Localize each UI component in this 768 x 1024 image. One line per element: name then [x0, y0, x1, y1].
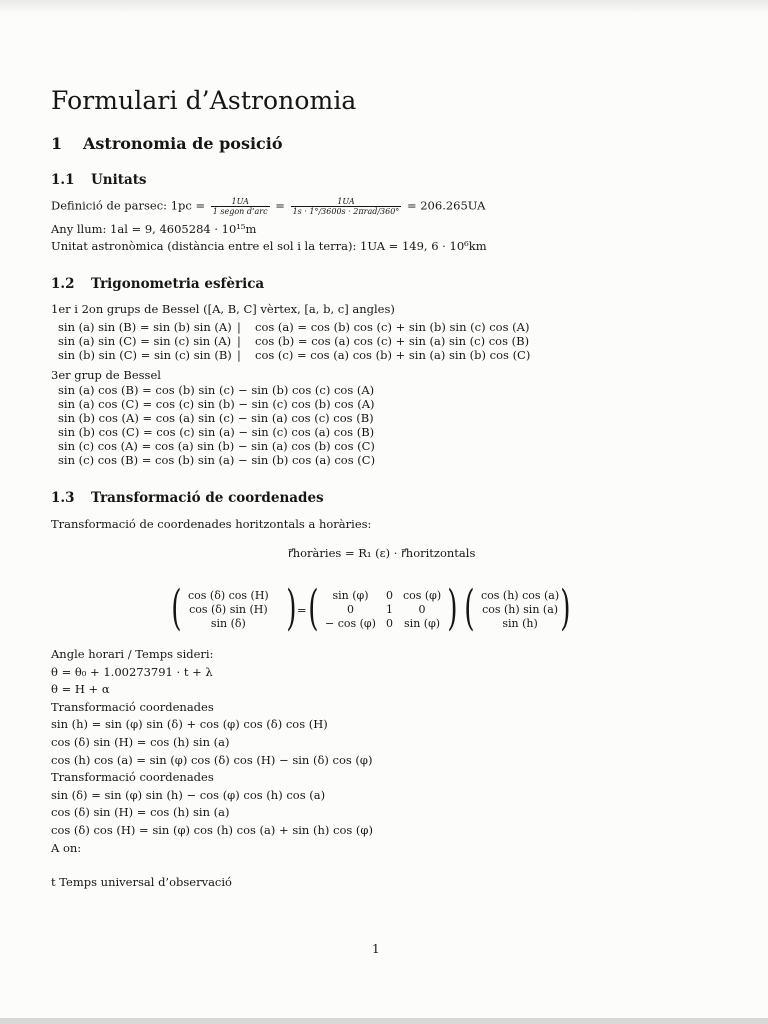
- vector-horary: [183, 589, 274, 631]
- equation-line: cos (c) = cos (a) cos (b) + sin (a) sin (b) cos (C): [255, 348, 531, 362]
- equation-line: sin (b) cos (A) = cos (a) sin (c) − sin (a) cos (c) cos (B): [58, 411, 374, 425]
- matrix-equals: =: [297, 603, 307, 617]
- parsec-fraction-1: $\frac{1UA}{\text{1 segon d’arc}}$: [212, 197, 268, 216]
- parsec-result: = 206.265UA: [403, 198, 486, 213]
- vector-horizontal: [476, 589, 564, 631]
- transform-vector-equation: r⃗horàries = R₁ (ε) · r⃗horitzontals: [288, 546, 476, 560]
- equation-line: cos (b) = cos (a) cos (c) + sin (a) sin (c) cos (B): [255, 334, 530, 348]
- right-paren: ): [286, 580, 297, 636]
- subsection-number: 1.1: [51, 172, 75, 188]
- vector-entry: sin (h): [502, 617, 538, 630]
- matrix-entry: 0: [418, 603, 426, 616]
- definition-t: t Temps universal d’observació: [51, 875, 232, 889]
- equation-line: sin (δ) = sin (φ) sin (h) − cos (φ) cos (h) cos (a): [51, 787, 326, 802]
- matrix-entry: 0: [385, 589, 393, 602]
- equation-line: sin (c) cos (B) = cos (b) sin (a) − sin (b) cos (a) cos (C): [58, 453, 376, 467]
- text-line: Transformació coordenades: [51, 770, 214, 785]
- equation-line: sin (a) cos (C) = cos (c) sin (b) − sin (c) cos (b) cos (A): [58, 397, 375, 411]
- equation-line: sin (b) cos (C) = cos (c) sin (a) − sin (c) cos (a) cos (B): [58, 425, 375, 439]
- vector-entry: cos (δ) sin (H): [189, 603, 268, 616]
- page-number: 1: [372, 942, 380, 956]
- equation-line: θ = θ₀ + 1.00273791 · t + λ: [51, 664, 213, 679]
- parsec-prefix: Definició de parsec: 1pc =: [51, 198, 209, 213]
- bessel-3-intro: 3er grup de Bessel: [51, 368, 161, 382]
- equation-line: cos (a) = cos (b) cos (c) + sin (b) sin (c) cos (A): [255, 320, 530, 334]
- bessel-12-intro: 1er i 2on grups de Bessel ([A, B, C] vèrtex, [a, b, c] angles): [51, 302, 395, 316]
- astronomical-unit-definition: Unitat astronòmica (distància entre el sol i la terra): 1UA = 149, 6 · 10⁶km: [51, 239, 487, 253]
- document-title: Formulari d’Astronomia: [51, 86, 357, 115]
- left-paren: (: [171, 580, 182, 636]
- parsec-equals: =: [271, 198, 289, 213]
- equation-line: sin (h) = sin (φ) sin (δ) + cos (φ) cos (δ) cos (H): [51, 717, 328, 732]
- equation-line: cos (δ) cos (H) = sin (φ) cos (h) cos (a) + sin (h) cos (φ): [51, 822, 373, 837]
- equation-line: sin (c) cos (A) = cos (a) sin (b) − sin (a) cos (b) cos (C): [58, 439, 375, 453]
- text-line: A on:: [51, 840, 82, 855]
- section-heading-1: [51, 134, 283, 153]
- bessel-12-left-column: [58, 320, 232, 362]
- equation-line: sin (a) cos (B) = cos (b) sin (c) − sin (b) cos (c) cos (A): [58, 383, 375, 397]
- equation-line: sin (b) sin (C) = sin (c) sin (B): [58, 348, 232, 362]
- hour-angle-block: [51, 647, 373, 858]
- matrix-entry: 0: [346, 603, 354, 616]
- subsection-title: Unitats: [91, 172, 147, 188]
- equation-line: sin (a) sin (B) = sin (b) sin (A): [58, 320, 232, 334]
- parsec-definition: [51, 197, 485, 216]
- left-paren: (: [464, 580, 475, 636]
- vector-entry: cos (δ) cos (H): [188, 589, 269, 602]
- right-paren: ): [560, 580, 571, 636]
- bessel-12-right-column: [255, 320, 530, 362]
- subsection-number: 1.2: [51, 276, 75, 292]
- matrix-entry: sin (φ): [332, 589, 369, 602]
- right-paren: ): [447, 580, 458, 636]
- section-number: 1: [51, 134, 63, 153]
- equation-line: cos (δ) sin (H) = cos (h) sin (a): [51, 805, 230, 820]
- bessel-12-separator: | | |: [237, 320, 241, 362]
- text-line: Transformació coordenades: [51, 699, 214, 714]
- scan-top-shadow: [0, 0, 768, 14]
- matrix-entry: cos (φ): [402, 589, 442, 602]
- subsection-number: 1.3: [51, 490, 75, 506]
- subsection-heading-units: [51, 172, 147, 188]
- parsec-fraction-2: $\frac{1UA}{\text{1s · 1°/3600s · 2πrad/360°}}$: [292, 197, 400, 216]
- equation-line: cos (δ) sin (H) = cos (h) sin (a): [51, 734, 230, 749]
- matrix-entry: 1: [385, 603, 393, 616]
- matrix-entry: sin (φ): [404, 617, 441, 630]
- vector-entry: cos (h) cos (a): [481, 589, 560, 602]
- matrix-entry: 0: [385, 617, 393, 630]
- vector-entry: sin (δ): [210, 617, 246, 630]
- subsection-title: Trigonometria esfèrica: [91, 276, 265, 292]
- bessel-3-equations: [58, 383, 375, 467]
- section-title: Astronomia de posició: [83, 134, 283, 153]
- rotation-matrix: [320, 589, 446, 631]
- subsection-heading-spherical-trig: [51, 276, 264, 292]
- left-paren: (: [308, 580, 319, 636]
- equation-line: θ = H + α: [51, 682, 110, 697]
- scan-bottom-edge: [0, 1018, 768, 1024]
- vector-entry: cos (h) sin (a): [482, 603, 559, 616]
- equation-line: cos (h) cos (a) = sin (φ) cos (δ) cos (H) − sin (δ) cos (φ): [51, 752, 373, 767]
- subsection-title: Transformació de coordenades: [91, 490, 324, 506]
- matrix-entry: − cos (φ): [325, 617, 376, 630]
- text-line: Angle horari / Temps sideri:: [51, 647, 214, 661]
- transform-intro: Transformació de coordenades horitzontals a horàries:: [51, 517, 372, 531]
- equation-line: sin (a) sin (C) = sin (c) sin (A): [58, 334, 232, 348]
- subsection-heading-transform: [51, 490, 324, 506]
- light-year-definition: Any llum: 1al = 9, 4605284 · 10¹⁵m: [51, 222, 257, 236]
